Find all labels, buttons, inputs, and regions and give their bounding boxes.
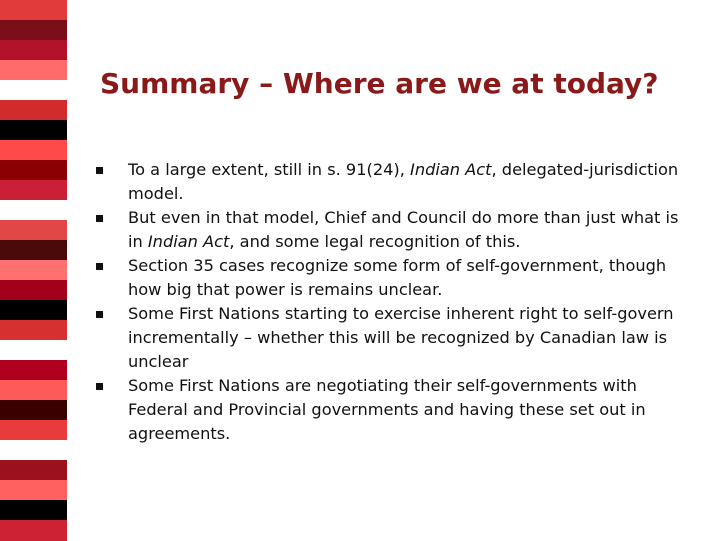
decorative-stripe bbox=[0, 420, 67, 441]
decorative-stripe bbox=[0, 140, 67, 161]
bullet-text bbox=[128, 158, 696, 206]
bullet-item bbox=[96, 206, 696, 254]
decorative-stripe bbox=[0, 220, 67, 241]
decorative-stripe bbox=[0, 520, 67, 541]
bullet-text-segment: , and some legal recognition of this. bbox=[229, 232, 521, 251]
decorative-stripe bbox=[0, 320, 67, 341]
bullet-item bbox=[96, 158, 696, 206]
decorative-stripe bbox=[0, 260, 67, 281]
bullet-text-segment: To a large extent, still in s. 91(24), bbox=[128, 160, 411, 179]
decorative-stripe bbox=[0, 380, 67, 401]
square-bullet-icon bbox=[96, 311, 103, 318]
bullet-text bbox=[128, 374, 696, 446]
decorative-stripe bbox=[0, 160, 67, 181]
bullet-text-segment: But even in that model, Chief and Council do more than just what is in bbox=[128, 208, 679, 251]
decorative-stripe bbox=[0, 340, 67, 361]
decorative-stripe bbox=[0, 20, 67, 41]
bullet-text-segment: Some First Nations starting to exercise inherent right to self-govern incrementally – whether this will be recognized by Canadian law is unclear bbox=[128, 304, 674, 371]
decorative-stripe bbox=[0, 280, 67, 301]
square-bullet-icon bbox=[96, 215, 103, 222]
decorative-stripe-bar bbox=[0, 0, 67, 540]
bullet-item bbox=[96, 374, 696, 446]
bullet-text bbox=[128, 206, 696, 254]
bullet-item bbox=[96, 302, 696, 374]
decorative-stripe bbox=[0, 500, 67, 521]
decorative-stripe bbox=[0, 180, 67, 201]
decorative-stripe bbox=[0, 120, 67, 141]
square-bullet-icon bbox=[96, 383, 103, 390]
bullet-text-emphasis: Indian Act bbox=[147, 232, 230, 251]
square-bullet-icon bbox=[96, 263, 103, 270]
decorative-stripe bbox=[0, 400, 67, 421]
decorative-stripe bbox=[0, 300, 67, 321]
decorative-stripe bbox=[0, 0, 67, 21]
decorative-stripe bbox=[0, 40, 67, 61]
decorative-stripe bbox=[0, 360, 67, 381]
decorative-stripe bbox=[0, 60, 67, 81]
decorative-stripe bbox=[0, 480, 67, 501]
bullet-text bbox=[128, 302, 696, 374]
decorative-stripe bbox=[0, 240, 67, 261]
decorative-stripe bbox=[0, 440, 67, 461]
slide-title: Summary – Where are we at today? bbox=[100, 67, 659, 100]
decorative-stripe bbox=[0, 80, 67, 101]
decorative-stripe bbox=[0, 460, 67, 481]
bullet-text-segment: , delegated-jurisdiction model. bbox=[128, 160, 679, 203]
decorative-stripe bbox=[0, 100, 67, 121]
bullet-text-emphasis: Indian Act bbox=[410, 160, 492, 179]
square-bullet-icon bbox=[96, 167, 103, 174]
decorative-stripe bbox=[0, 200, 67, 221]
bullet-text bbox=[128, 254, 696, 302]
bullet-item bbox=[96, 254, 696, 302]
bullet-list bbox=[96, 158, 696, 446]
bullet-text-segment: Section 35 cases recognize some form of self-government, though how big that power is remains unclear. bbox=[128, 256, 667, 299]
bullet-text-segment: Some First Nations are negotiating their self-governments with Federal and Provincial governments and having these set out in agreements. bbox=[128, 376, 646, 443]
